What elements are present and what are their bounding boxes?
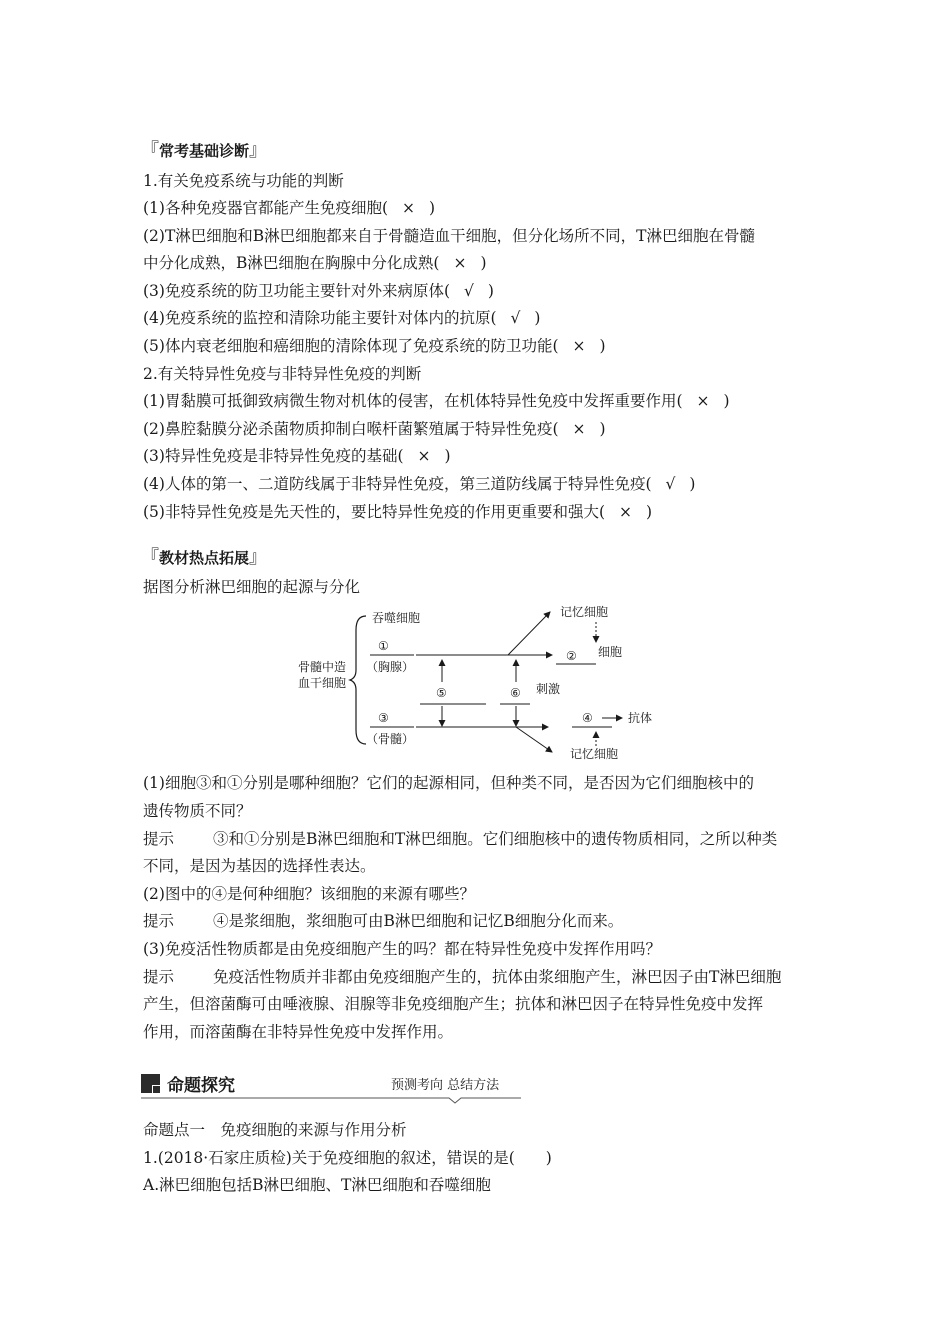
answer-mark: × xyxy=(402,199,416,217)
answer-mark: × xyxy=(696,392,710,410)
arrow-to-memory-bottom xyxy=(516,727,552,752)
q2-item-5 xyxy=(143,502,652,522)
arrow-to-memory-top xyxy=(508,612,550,655)
qa3-answer-line2: 产生，但溶菌酶可由唾液腺、泪腺等非免疫细胞产生；抗体和淋巴因子在特异性免疫中发挥 xyxy=(143,995,764,1013)
item-text: (1)胃黏膜可抵御致病微生物对机体的侵害，在机体特异性免疫中发挥重要作用( xyxy=(143,392,683,410)
paren-close: ) xyxy=(480,254,487,272)
item-text: (3)免疫系统的防卫功能主要针对外来病原体( xyxy=(143,282,451,300)
exam-point-heading: 命题点一 免疫细胞的来源与作用分析 xyxy=(143,1121,407,1139)
qa3-answer-line3: 作用，而溶菌酶在非特异性免疫中发挥作用。 xyxy=(143,1023,454,1041)
q1-item-4 xyxy=(143,308,540,328)
answer-mark: × xyxy=(619,503,633,521)
circle-4-label: ④ xyxy=(582,711,593,725)
answer-mark: × xyxy=(417,447,431,465)
banner-title: 命题探究 xyxy=(167,1076,235,1096)
square-block-icon xyxy=(141,1074,160,1093)
answer-mark: × xyxy=(572,420,586,438)
paren-close: ) xyxy=(599,337,606,355)
banner-subtitle: 预测考向 总结方法 xyxy=(391,1078,500,1093)
q1-item-2: (2)T淋巴细胞和B淋巴细胞都来自于骨髓造血干细胞，但分化场所不同，T淋巴细胞在骨髓 xyxy=(143,227,756,245)
memory-bottom-label: 记忆细胞 xyxy=(570,747,619,761)
tip-label: 提示 xyxy=(143,912,175,930)
qa1-question-line2: 遗传物质不同？ xyxy=(143,802,252,820)
circle-2-label: ② xyxy=(566,649,577,663)
q1-item-1 xyxy=(143,198,435,218)
section-heading-basic-diagnosis xyxy=(141,136,267,162)
source-label-line1: 骨髓中造 xyxy=(298,660,347,674)
paren-close: ) xyxy=(444,447,451,465)
answer-mark: √ xyxy=(665,475,676,493)
qa3-answer-line1 xyxy=(143,967,781,987)
paren-close: ) xyxy=(646,503,653,521)
paren-close: ) xyxy=(534,309,541,327)
answer-mark: × xyxy=(572,337,586,355)
qa3-question: (3)免疫活性物质都是由免疫细胞产生的吗？都在特异性免疫中发挥作用吗？ xyxy=(143,940,661,958)
answer-mark: √ xyxy=(464,282,474,300)
item-text: (1)各种免疫器官都能产生免疫细胞( xyxy=(143,199,389,217)
q1-heading: 1.有关免疫系统与功能的判断 xyxy=(143,172,344,190)
bracket-close: 』 xyxy=(249,140,268,161)
section-title: 教材热点拓展 xyxy=(159,549,250,567)
answer-text: ④是浆细胞，浆细胞可由B淋巴细胞和记忆B细胞分化而来。 xyxy=(213,912,624,930)
item-text: (5)体内衰老细胞和癌细胞的清除体现了免疫系统的防卫功能( xyxy=(143,337,559,355)
paren-close: ) xyxy=(723,392,730,410)
q2-item-4 xyxy=(143,474,695,494)
lymphocyte-differentiation-diagram xyxy=(290,600,670,765)
banner-rule xyxy=(141,1096,521,1104)
marrow-label: （骨髓） xyxy=(366,732,415,746)
paren-close: ) xyxy=(487,282,494,300)
item-text: (4)免疫系统的监控和清除功能主要针对体内的抗原( xyxy=(143,309,497,327)
diagram-intro: 据图分析淋巴细胞的起源与分化 xyxy=(143,578,361,596)
item-text: (3)特异性免疫是非特异性免疫的基础( xyxy=(143,447,404,465)
antibody-label: 抗体 xyxy=(628,711,653,725)
thymus-label: （胸腺） xyxy=(366,660,415,674)
bracket-open: 『 xyxy=(141,140,159,161)
question-1: 1.(2018·石家庄质检)关于免疫细胞的叙述，错误的是( ) xyxy=(143,1149,552,1167)
q1-item-5 xyxy=(143,336,606,356)
item-text: (2)鼻腔黏膜分泌杀菌物质抑制白喉杆菌繁殖属于特异性免疫( xyxy=(143,420,559,438)
answer-mark: × xyxy=(453,254,467,272)
qa1-answer-line1 xyxy=(143,829,777,849)
paren-close: ) xyxy=(429,199,436,217)
q2-item-3 xyxy=(143,446,451,466)
stimulus-label: 刺激 xyxy=(536,682,561,696)
item-text: 中分化成熟，B淋巴细胞在胸腺中分化成熟( xyxy=(143,254,440,272)
circle-5-label: ⑤ xyxy=(436,686,447,700)
q2-heading: 2.有关特异性免疫与非特异性免疫的判断 xyxy=(143,365,422,383)
paren-close: ) xyxy=(599,420,606,438)
qa2-answer xyxy=(143,911,623,931)
bracket-close: 』 xyxy=(249,547,268,568)
q1-item-2-cont xyxy=(143,253,487,273)
q2-item-2 xyxy=(143,419,606,439)
paren-close: ) xyxy=(689,475,696,493)
answer-mark: √ xyxy=(510,309,521,327)
item-text: (5)非特异性免疫是先天性的，要比特异性免疫的作用更重要和强大( xyxy=(143,503,606,521)
tip-label: 提示 xyxy=(143,830,175,848)
phagocyte-label: 吞噬细胞 xyxy=(372,611,421,625)
option-a: A.淋巴细胞包括B淋巴细胞、T淋巴细胞和吞噬细胞 xyxy=(143,1176,491,1194)
memory-top-label: 记忆细胞 xyxy=(560,605,609,619)
answer-text: 免疫活性物质并非都由免疫细胞产生的，抗体由浆细胞产生，淋巴因子由T淋巴细胞 xyxy=(213,968,782,986)
answer-text: ③和①分别是B淋巴细胞和T淋巴细胞。它们细胞核中的遗传物质相同，之所以种类 xyxy=(213,830,778,848)
circle-3-label: ③ xyxy=(378,711,389,725)
bracket-open: 『 xyxy=(141,547,159,568)
section-heading-textbook-extension xyxy=(141,543,267,569)
source-label-line2: 血干细胞 xyxy=(298,676,347,690)
circle-1-label: ① xyxy=(378,639,389,653)
qa2-question: (2)图中的④是何种细胞？该细胞的来源有哪些？ xyxy=(143,885,475,903)
qa1-answer-line2: 不同，是因为基因的选择性表达。 xyxy=(143,857,376,875)
q1-item-3 xyxy=(143,281,494,301)
qa1-question-line1: (1)细胞③和①分别是哪种细胞？它们的起源相同，但种类不同，是否因为它们细胞核中的 xyxy=(143,774,754,792)
tip-label: 提示 xyxy=(143,968,175,986)
section-title: 常考基础诊断 xyxy=(159,142,250,160)
section-banner-exam-exploration xyxy=(141,1068,521,1098)
q2-item-1 xyxy=(143,391,730,411)
cell-label: 细胞 xyxy=(598,645,623,659)
circle-6-label: ⑥ xyxy=(510,686,521,700)
item-text: (4)人体的第一、二道防线属于非特异性免疫，第三道防线属于特异性免疫( xyxy=(143,475,652,493)
brace xyxy=(350,616,366,744)
